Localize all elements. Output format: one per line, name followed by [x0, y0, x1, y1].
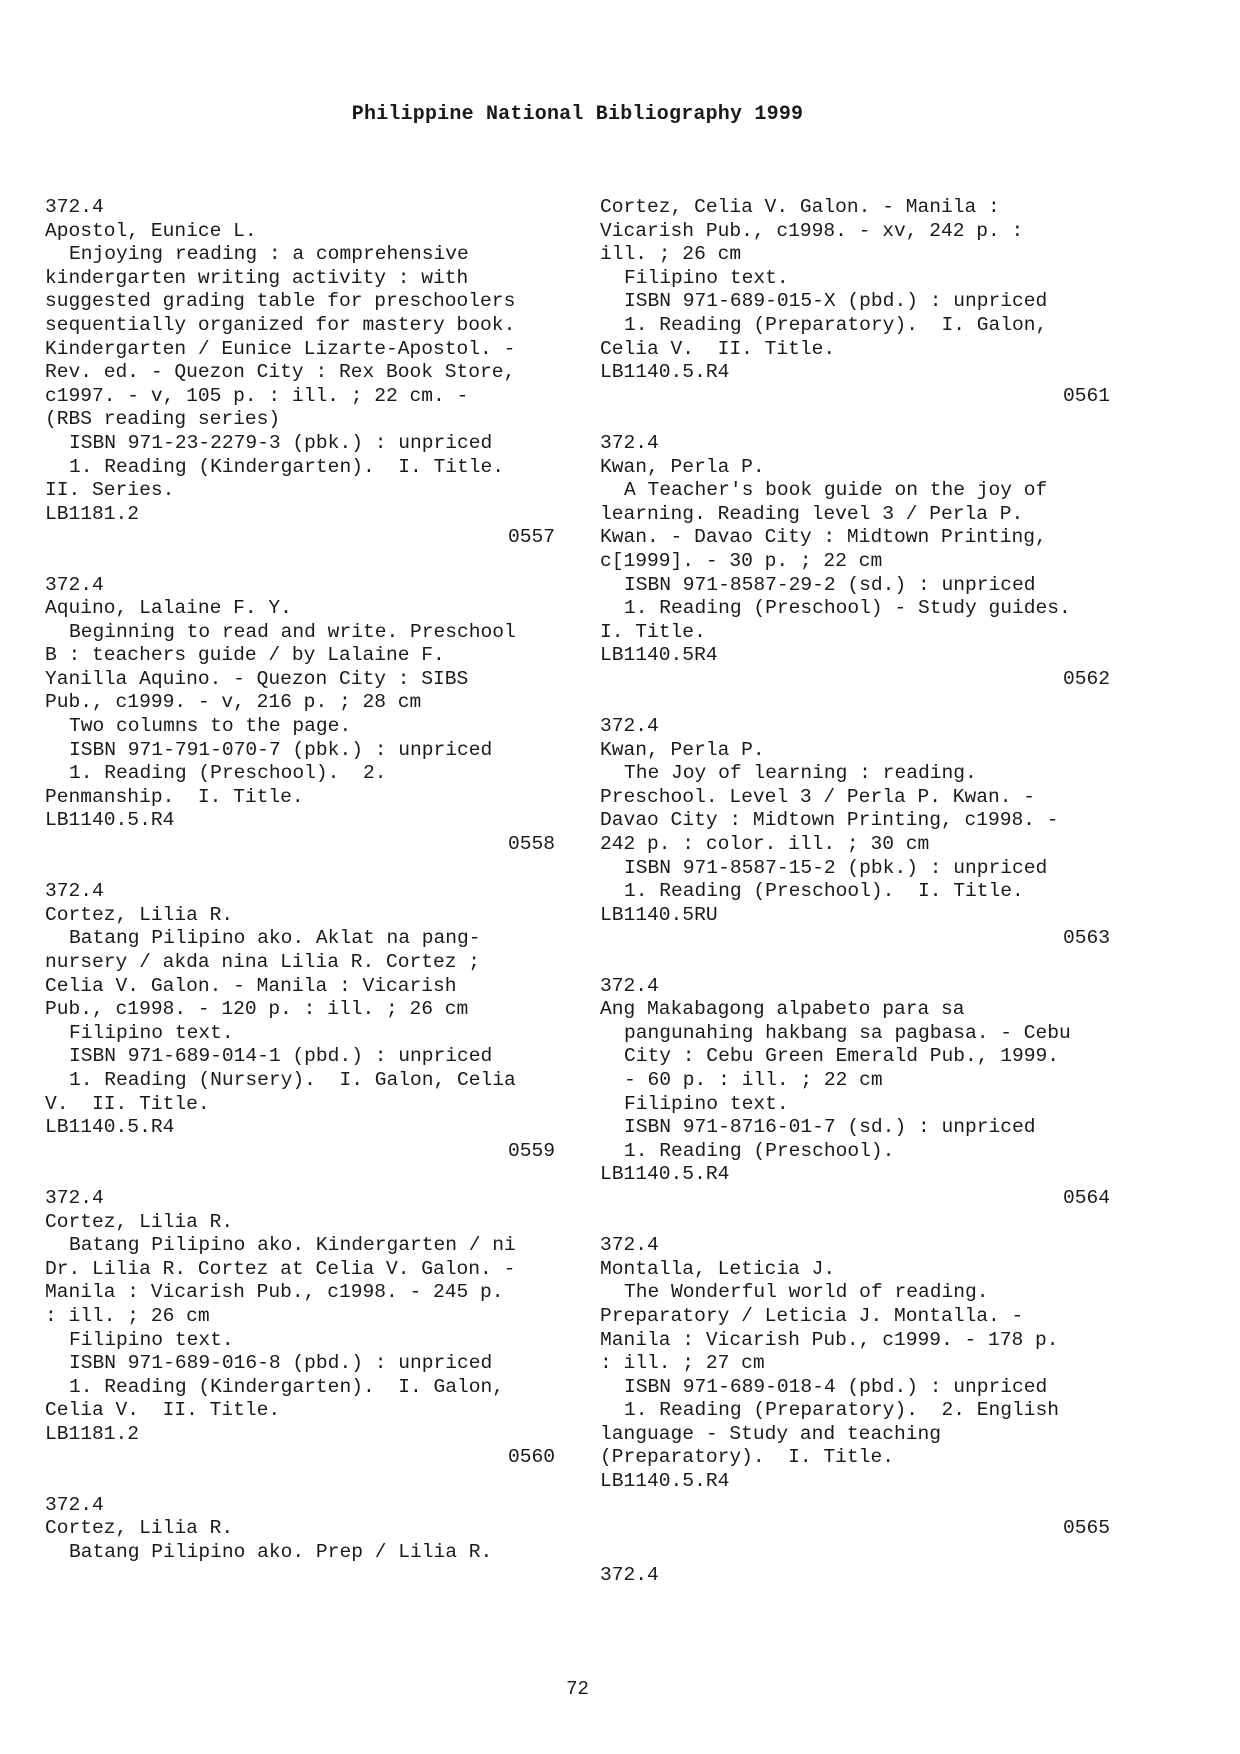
entry-separator: [600, 691, 1110, 715]
entry-separator: [45, 1163, 555, 1187]
entry-text-line: (RBS reading series): [45, 408, 281, 431]
entry-text-line: Cortez, Celia V. Galon. - Manila :: [600, 196, 1000, 218]
entry-text-line: ISBN 971-689-016-8 (pbd.) : unpriced: [69, 1352, 493, 1375]
call-number: LB1140.5R4: [600, 644, 718, 667]
entry-text-line: City : Cebu Green Emerald Pub., 1999.: [624, 1045, 1060, 1068]
entry-text-line: 1. Reading (Preschool). 2.: [69, 762, 387, 785]
entry-text-line: Enjoying reading : a comprehensive: [69, 243, 469, 266]
entry-text-line: learning. Reading level 3 / Perla P.: [600, 502, 1024, 525]
entry-author: Montalla, Leticia J.: [600, 1257, 836, 1280]
entry-text-line: B : teachers guide / by Lalaine F.: [45, 644, 445, 667]
entry-text-line: Rev. ed. - Quezon City : Rex Book Store,: [45, 361, 516, 384]
entry-text-line: The Joy of learning : reading.: [624, 762, 977, 785]
entry-text-line: Pub., c1999. - v, 216 p. ; 28 cm: [45, 691, 422, 714]
entry-text-line: Celia V. Galon. - Manila : Vicarish: [45, 974, 457, 997]
entry-author: Cortez, Lilia R.: [45, 903, 234, 926]
entry-text-line: Beginning to read and write. Preschool: [69, 620, 516, 643]
entry-text-line: Filipino text.: [69, 1021, 234, 1044]
entry-text-line: ISBN 971-8587-29-2 (sd.) : unpriced: [624, 573, 1036, 596]
entry-number: 0557: [507, 526, 555, 549]
entry-text-line: kindergarten writing activity : with: [45, 266, 469, 289]
entry-text-line: Two columns to the page.: [69, 715, 352, 738]
call-number: LB1140.5.R4: [45, 1116, 175, 1139]
entry-text-line: (Preparatory). I. Title.: [600, 1446, 894, 1469]
entry-text-line: 1. Reading (Preschool).: [624, 1139, 895, 1162]
entry-text-line: Vicarish Pub., c1998. - xv, 242 p. :: [600, 219, 1024, 242]
entry-number: 0560: [507, 1446, 555, 1469]
bibliography-entry: [600, 432, 1110, 692]
left-column: [45, 196, 555, 1564]
entry-separator: [600, 1541, 1110, 1565]
entry-text-line: Celia V. II. Title.: [45, 1399, 281, 1422]
bibliography-entry: [600, 1234, 1110, 1541]
entry-text-line: Preschool. Level 3 / Perla P. Kwan. -: [600, 785, 1036, 808]
entry-author: Kwan, Perla P.: [600, 455, 765, 478]
entry-text-line: Batang Pilipino ako. Prep / Lilia R.: [69, 1540, 493, 1563]
entry-text-line: Preparatory / Leticia J. Montalla. -: [600, 1304, 1024, 1327]
bibliography-entry: [45, 1494, 555, 1565]
call-number: LB1181.2: [45, 502, 140, 525]
entry-text-line: pangunahing hakbang sa pagbasa. - Cebu: [624, 1021, 1071, 1044]
page-number: 72: [566, 1678, 589, 1700]
entry-text-line: ill. ; 26 cm: [600, 243, 742, 266]
entry-text-line: 242 p. : color. ill. ; 30 cm: [600, 833, 930, 856]
entry-text-line: Filipino text.: [69, 1328, 234, 1351]
call-number: LB1181.2: [45, 1422, 140, 1445]
entry-text-line: Dr. Lilia R. Cortez at Celia V. Galon. -: [45, 1257, 516, 1280]
class-number: 372.4: [600, 1564, 659, 1587]
entry-author: Apostol, Eunice L.: [45, 219, 257, 242]
entry-number: 0559: [507, 1139, 555, 1162]
entry-text-line: ISBN 971-791-070-7 (pbk.) : unpriced: [69, 738, 493, 761]
bibliography-entry: [45, 196, 555, 550]
class-number: 372.4: [600, 715, 659, 738]
bibliography-entry: [45, 574, 555, 857]
bibliography-entry: [600, 715, 1110, 951]
entry-text-line: Yanilla Aquino. - Quezon City : SIBS: [45, 667, 469, 690]
entry-text-line: Celia V. II. Title.: [600, 337, 836, 360]
entry-separator: [600, 1211, 1110, 1235]
entry-number: 0562: [1062, 667, 1110, 690]
entry-text-line: Penmanship. I. Title.: [45, 785, 304, 808]
entry-text-line: - 60 p. : ill. ; 22 cm: [624, 1068, 883, 1091]
entry-text-line: 1. Reading (Preschool). I. Title.: [624, 880, 1024, 903]
entry-text-line: 1. Reading (Kindergarten). I. Galon,: [69, 1375, 505, 1398]
entry-text-line: : ill. ; 26 cm: [45, 1304, 210, 1327]
page-title: Philippine National Bibliography 1999: [351, 103, 804, 126]
entry-text-line: A Teacher's book guide on the joy of: [624, 479, 1048, 502]
entry-number: 0565: [1062, 1517, 1110, 1540]
entry-text-line: ISBN 971-8587-15-2 (pbk.) : unpriced: [624, 856, 1048, 879]
entry-number: 0558: [507, 833, 555, 856]
entry-separator: [600, 408, 1110, 432]
entry-author: Aquino, Lalaine F. Y.: [45, 597, 292, 620]
spacer: [600, 1494, 1110, 1518]
entry-text-line: ISBN 971-23-2279-3 (pbk.) : unpriced: [69, 431, 493, 454]
entry-text-line: ISBN 971-689-015-X (pbd.) : unpriced: [624, 290, 1048, 313]
entry-text-line: Batang Pilipino ako. Kindergarten / ni: [69, 1234, 516, 1257]
entry-number: 0561: [1062, 384, 1110, 407]
entry-author: Ang Makabagong alpabeto para sa: [600, 998, 965, 1021]
call-number: LB1140.5.R4: [600, 1470, 730, 1493]
entry-text-line: Kindergarten / Eunice Lizarte-Apostol. -: [45, 337, 516, 360]
entry-text-line: 1. Reading (Preschool) - Study guides.: [624, 597, 1071, 620]
bibliography-entry: [600, 975, 1110, 1211]
entry-separator: [600, 951, 1110, 975]
entry-text-line: I. Title.: [600, 620, 706, 643]
call-number: LB1140.5RU: [600, 903, 718, 926]
entry-separator: [45, 1470, 555, 1494]
entry-text-line: Kwan. - Davao City : Midtown Printing,: [600, 526, 1047, 549]
call-number: LB1140.5.R4: [45, 809, 175, 832]
entry-text-line: The Wonderful world of reading.: [624, 1281, 989, 1304]
bibliography-entry: [600, 1564, 1110, 1588]
class-number: 372.4: [45, 196, 104, 218]
entry-text-line: c1997. - v, 105 p. : ill. ; 22 cm. -: [45, 384, 469, 407]
entry-text-line: ISBN 971-689-014-1 (pbd.) : unpriced: [69, 1045, 493, 1068]
entry-number: 0563: [1062, 927, 1110, 950]
entry-text-line: Manila : Vicarish Pub., c1998. - 245 p.: [45, 1281, 504, 1304]
class-number: 372.4: [600, 974, 659, 997]
entry-text-line: 1. Reading (Nursery). I. Galon, Celia: [69, 1068, 516, 1091]
entry-text-line: ISBN 971-8716-01-7 (sd.) : unpriced: [624, 1116, 1036, 1139]
entry-text-line: c[1999]. - 30 p. ; 22 cm: [600, 549, 883, 572]
entry-text-line: Filipino text.: [624, 266, 789, 289]
entry-text-line: : ill. ; 27 cm: [600, 1352, 765, 1375]
entry-text-line: II. Series.: [45, 479, 175, 502]
call-number: LB1140.5.R4: [600, 1163, 730, 1186]
entry-text-line: 1. Reading (Preparatory). I. Galon,: [624, 313, 1048, 336]
entry-text-line: nursery / akda nina Lilia R. Cortez ;: [45, 951, 481, 973]
entry-text-line: Filipino text.: [624, 1092, 789, 1115]
call-number: LB1140.5.R4: [600, 361, 730, 384]
class-number: 372.4: [600, 431, 659, 454]
bibliography-entry: [45, 1187, 555, 1470]
entry-text-line: ISBN 971-689-018-4 (pbd.) : unpriced: [624, 1375, 1048, 1398]
entry-text-line: Davao City : Midtown Printing, c1998. -: [600, 809, 1059, 832]
right-column: [600, 196, 1110, 1588]
entry-text-line: 1. Reading (Kindergarten). I. Title.: [69, 455, 505, 478]
entry-text-line: 1. Reading (Preparatory). 2. English: [624, 1399, 1060, 1422]
entry-separator: [45, 857, 555, 881]
bibliography-entry: [45, 880, 555, 1163]
entry-number: 0564: [1062, 1186, 1110, 1209]
entry-text-line: language - Study and teaching: [600, 1422, 941, 1445]
entry-text-line: Batang Pilipino ako. Aklat na pang-: [69, 927, 481, 950]
entry-text-line: Manila : Vicarish Pub., c1999. - 178 p.: [600, 1328, 1059, 1351]
class-number: 372.4: [45, 573, 104, 596]
entry-text-line: V. II. Title.: [45, 1092, 210, 1115]
bibliography-entry: [600, 196, 1110, 408]
entry-author: Cortez, Lilia R.: [45, 1517, 234, 1540]
class-number: 372.4: [45, 880, 104, 903]
entry-text-line: Pub., c1998. - 120 p. : ill. ; 26 cm: [45, 998, 469, 1021]
class-number: 372.4: [45, 1493, 104, 1516]
class-number: 372.4: [45, 1186, 104, 1209]
class-number: 372.4: [600, 1234, 659, 1257]
entry-author: Cortez, Lilia R.: [45, 1210, 234, 1233]
entry-separator: [45, 550, 555, 574]
entry-text-line: sequentially organized for mastery book.: [45, 313, 516, 336]
entry-author: Kwan, Perla P.: [600, 738, 765, 761]
entry-text-line: suggested grading table for preschoolers: [45, 290, 516, 313]
